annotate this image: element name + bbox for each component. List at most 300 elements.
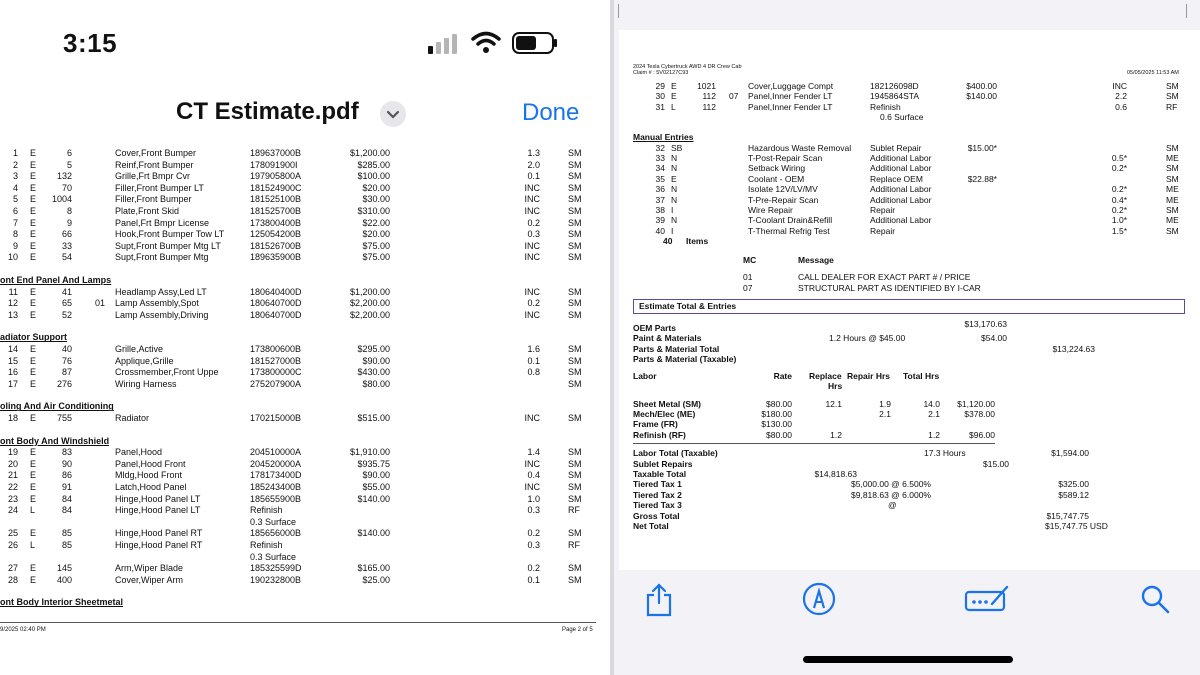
cell-n: 39 bbox=[655, 215, 665, 226]
pdf-page-left[interactable] bbox=[0, 145, 610, 675]
table-row bbox=[0, 540, 610, 551]
cell-t: E bbox=[30, 378, 37, 389]
cell-t: E bbox=[30, 182, 37, 193]
tax3-label: Tiered Tax 3 bbox=[633, 500, 682, 511]
cell-c: 276 bbox=[56, 378, 72, 389]
cell-t: E bbox=[671, 91, 677, 102]
cell-o: SM bbox=[568, 344, 582, 354]
cell-h: 2.0 bbox=[527, 159, 540, 170]
labor-amount: $96.00 bbox=[969, 429, 995, 440]
labor-name: Refinish (RF) bbox=[633, 429, 686, 440]
cell-pr: $100.00 bbox=[357, 171, 390, 182]
repair-hrs-header: Repair Hrs bbox=[847, 370, 890, 381]
cell-o: ME bbox=[1166, 153, 1179, 163]
cell-d: Hinge,Hood Panel LT bbox=[115, 505, 201, 516]
cell-c: 85 bbox=[61, 540, 72, 550]
cell-h: 0.2 bbox=[527, 217, 540, 228]
cell-n: 5 bbox=[12, 194, 18, 205]
cell-d: Grille,Frt Bmpr Cvr bbox=[115, 171, 190, 182]
cell-h: 0.3 bbox=[527, 540, 540, 550]
cell-d: Panel,Inner Fender LT bbox=[748, 101, 833, 112]
cell-c: 132 bbox=[56, 171, 72, 182]
table-row bbox=[0, 148, 610, 159]
table-row bbox=[0, 459, 610, 470]
cell-t: E bbox=[30, 206, 37, 216]
table-row bbox=[619, 174, 1200, 184]
document-title: CT Estimate.pdf bbox=[176, 98, 359, 125]
cell-o: SM bbox=[1166, 142, 1179, 153]
title-menu-button[interactable] bbox=[380, 101, 406, 127]
cell-c: 91 bbox=[61, 482, 72, 492]
markup-icon[interactable] bbox=[802, 582, 836, 616]
cell-p: 181526700B bbox=[250, 240, 302, 251]
cell-c: 755 bbox=[56, 413, 72, 423]
paint-hours: 1.2 Hours @ $45.00 bbox=[829, 333, 906, 344]
cell-c: 65 bbox=[61, 298, 72, 309]
cell-n: 1 bbox=[12, 148, 18, 158]
cell-h: 0.3 bbox=[527, 505, 540, 516]
table-row bbox=[0, 517, 610, 528]
table-row bbox=[0, 183, 610, 194]
cell-h: INC bbox=[524, 309, 540, 320]
cell-c: 9 bbox=[66, 217, 72, 228]
cell-c: 41 bbox=[61, 286, 72, 297]
cell-t: E bbox=[671, 81, 677, 91]
message-header: Message bbox=[798, 255, 834, 266]
pdf-page-right[interactable] bbox=[619, 30, 1200, 570]
cell-p: Refinish bbox=[870, 101, 901, 112]
cell-t: E bbox=[30, 528, 37, 539]
table-row bbox=[619, 91, 1200, 101]
cell-t: E bbox=[30, 413, 37, 423]
cell-c: 40 bbox=[61, 344, 72, 354]
cell-t: N bbox=[671, 153, 678, 163]
cell-pr: $22.00 bbox=[362, 217, 390, 228]
cell-p: 185243400B bbox=[250, 482, 302, 492]
cell-p: Refinish bbox=[250, 505, 283, 516]
cell-h: 1.6 bbox=[527, 344, 540, 354]
cell-d: Wiring Harness bbox=[115, 378, 177, 389]
cell-d: T-Coolant Drain&Refill bbox=[748, 215, 833, 226]
message-text: CALL DEALER FOR EXACT PART # / PRICE bbox=[798, 272, 971, 283]
cell-t: L bbox=[30, 540, 36, 550]
cell-h: 1.0 bbox=[527, 493, 540, 504]
cell-p: 181525700B bbox=[250, 206, 302, 216]
cell-pr: $1,200.00 bbox=[349, 286, 390, 297]
cell-n: 22 bbox=[7, 482, 18, 492]
cell-h: INC bbox=[524, 240, 540, 251]
gross-value: $15,747.75 bbox=[1046, 510, 1089, 521]
cell-pr: $400.00 bbox=[966, 81, 997, 91]
cell-o: SM bbox=[568, 182, 582, 193]
cell-o: SM bbox=[1166, 163, 1179, 174]
cell-o: RF bbox=[1166, 101, 1178, 112]
message-text: STRUCTURAL PART AS IDENTIFIED BY I-CAR bbox=[798, 282, 981, 293]
cell-pr: $285.00 bbox=[357, 159, 390, 170]
cell-d: Plate,Front Skid bbox=[115, 206, 180, 216]
cell-d: T-Post-Repair Scan bbox=[748, 153, 823, 163]
wifi-icon bbox=[471, 31, 501, 55]
cell-h: INC bbox=[1112, 81, 1127, 91]
signature-form-icon[interactable] bbox=[964, 584, 1010, 614]
table-row bbox=[619, 195, 1200, 205]
table-row bbox=[0, 344, 610, 355]
cell-d: Cover,Luggage Compt bbox=[748, 81, 834, 91]
cell-c: 83 bbox=[61, 447, 72, 458]
cell-t: N bbox=[671, 184, 678, 195]
tax3-base: @ bbox=[888, 500, 897, 511]
table-row bbox=[0, 552, 610, 563]
table-row bbox=[0, 494, 610, 505]
cell-o: SM bbox=[568, 309, 582, 320]
items-label: Items bbox=[686, 236, 709, 247]
cell-h: INC bbox=[524, 458, 540, 469]
cell-d: Hinge,Hood Panel LT bbox=[115, 493, 201, 504]
table-row bbox=[0, 379, 610, 390]
cell-h: INC bbox=[524, 413, 540, 423]
cell-o: RF bbox=[568, 540, 580, 550]
cell-d: T-Pre-Repair Scan bbox=[748, 194, 819, 205]
labor-name: Frame (FR) bbox=[633, 419, 678, 430]
cell-t: N bbox=[671, 194, 678, 205]
cell-o: SM bbox=[568, 482, 582, 492]
labor-total-hours: 17.3 Hours bbox=[924, 448, 966, 459]
cell-c: 66 bbox=[61, 229, 72, 240]
cell-d: Supt,Front Bumper Mtg bbox=[115, 252, 209, 263]
cell-h: INC bbox=[524, 206, 540, 216]
cell-p: Additional Labor bbox=[870, 194, 932, 205]
cell-p: 185655900B bbox=[250, 493, 302, 504]
cell-d: Isolate 12V/LV/MV bbox=[748, 184, 818, 195]
cell-t: E bbox=[30, 493, 37, 504]
table-row bbox=[0, 194, 610, 205]
cell-n: 28 bbox=[7, 574, 18, 585]
table-row bbox=[0, 413, 610, 424]
table-row bbox=[0, 563, 610, 574]
table-row bbox=[0, 218, 610, 229]
cell-o: SM bbox=[568, 355, 582, 366]
cell-h: 0.3 bbox=[527, 229, 540, 240]
cell-p: 180640700D bbox=[250, 298, 302, 309]
cell-c: 112 bbox=[702, 101, 716, 112]
cell-n: 21 bbox=[7, 470, 18, 481]
cell-n: 35 bbox=[655, 173, 665, 184]
cell-o: SM bbox=[568, 240, 582, 251]
cell-t: I bbox=[671, 225, 674, 236]
table-row bbox=[0, 367, 610, 378]
table-row bbox=[0, 206, 610, 217]
share-icon[interactable] bbox=[644, 583, 674, 617]
cell-d: Hazardous Waste Removal bbox=[748, 142, 852, 153]
table-row bbox=[0, 447, 610, 458]
cell-p: Repair bbox=[870, 205, 896, 215]
cell-d: Panel,Frt Bmpr License bbox=[115, 217, 210, 228]
cell-t: E bbox=[30, 367, 37, 378]
cell-t: E bbox=[30, 344, 37, 354]
table-row bbox=[0, 171, 610, 182]
right-screen bbox=[614, 0, 1200, 675]
rate-header: Rate bbox=[773, 370, 792, 381]
cell-n: 30 bbox=[655, 91, 665, 102]
table-row bbox=[0, 482, 610, 493]
cell-d: Cover,Wiper Arm bbox=[115, 574, 184, 585]
cell-c: 6 bbox=[66, 148, 72, 158]
cell-pr: $25.00 bbox=[362, 574, 390, 585]
cell-o: SM bbox=[568, 298, 582, 309]
vehicle-info: 2024 Tesla Cybertruck AWD 4 DR Crew Cab bbox=[633, 64, 742, 70]
cell-o: SM bbox=[568, 286, 582, 297]
cell-h: 1.3 bbox=[527, 148, 540, 158]
cell-d: Grille,Active bbox=[115, 344, 164, 354]
cell-p: Refinish bbox=[250, 540, 283, 550]
cell-p: 178173400D bbox=[250, 470, 302, 481]
cell-n: 18 bbox=[7, 413, 18, 423]
table-row bbox=[619, 153, 1200, 163]
cell-c: 145 bbox=[56, 563, 72, 574]
cell-x: 01 bbox=[95, 298, 106, 309]
cell-t: E bbox=[30, 470, 37, 481]
labor-repair: 1.9 bbox=[879, 398, 891, 409]
oem-parts-label: OEM Parts bbox=[633, 323, 676, 333]
labor-total: 1.2 bbox=[928, 429, 940, 440]
cell-p: Additional Labor bbox=[870, 184, 932, 195]
cell-t: E bbox=[30, 194, 37, 205]
cell-h: 0.4 bbox=[527, 470, 540, 481]
cell-n: 2 bbox=[12, 159, 18, 170]
cell-o: SM bbox=[1166, 173, 1179, 184]
cell-o: SM bbox=[1166, 205, 1179, 215]
table-row bbox=[619, 205, 1200, 215]
cell-h: 0.2 bbox=[527, 298, 540, 309]
cell-c: 84 bbox=[61, 505, 72, 516]
message-code: 01 bbox=[743, 272, 753, 283]
cell-p: Sublet Repair bbox=[870, 142, 922, 153]
scroll-indicator bbox=[618, 4, 619, 18]
cell-pr: $1,200.00 bbox=[349, 148, 390, 158]
cell-o: RF bbox=[568, 505, 580, 516]
search-icon[interactable] bbox=[1140, 584, 1170, 614]
cell-p: 197905800A bbox=[250, 171, 302, 182]
cell-pr: $30.00 bbox=[362, 194, 390, 205]
cell-p: 1945864STA bbox=[870, 91, 919, 102]
cell-d: T-Thermal Refrig Test bbox=[748, 225, 830, 236]
cell-t: N bbox=[671, 215, 678, 226]
cell-p: 170215000B bbox=[250, 413, 302, 423]
cell-c: 86 bbox=[61, 470, 72, 481]
cell-h: 0.6 bbox=[1115, 101, 1127, 112]
cell-n: 7 bbox=[12, 217, 18, 228]
cell-o: SM bbox=[568, 217, 582, 228]
cell-d: Radiator bbox=[115, 413, 150, 423]
cell-n: 4 bbox=[12, 182, 18, 193]
replace-header: Replace bbox=[809, 370, 842, 381]
cell-p: 180640400D bbox=[250, 286, 302, 297]
cell-pr: $2,200.00 bbox=[349, 309, 390, 320]
table-row bbox=[619, 81, 1200, 91]
cell-t: SB bbox=[671, 142, 683, 153]
paint-value: $54.00 bbox=[981, 333, 1007, 344]
cell-h: 2.2 bbox=[1115, 91, 1127, 102]
cell-d: Lamp Assembly,Driving bbox=[115, 309, 209, 320]
labor-amount: $1,120.00 bbox=[957, 398, 995, 409]
cell-n: 13 bbox=[7, 309, 18, 320]
cell-n: 38 bbox=[655, 205, 665, 215]
cell-d: Hinge,Hood Panel RT bbox=[115, 540, 203, 550]
cell-d: Reinf,Front Bumper bbox=[115, 159, 194, 170]
cell-c: 70 bbox=[61, 182, 72, 193]
cell-c: 85 bbox=[61, 528, 72, 539]
cell-p: Replace OEM bbox=[870, 173, 923, 184]
cell-o: SM bbox=[568, 574, 582, 585]
cell-t: E bbox=[30, 482, 37, 492]
cell-n: 26 bbox=[7, 540, 18, 550]
cell-pr: $55.00 bbox=[362, 482, 390, 492]
cell-n: 24 bbox=[7, 505, 18, 516]
table-row bbox=[0, 356, 610, 367]
cell-d: Mldg,Hood Front bbox=[115, 470, 183, 481]
cell-t: L bbox=[30, 505, 36, 516]
cell-p: 181525100B bbox=[250, 194, 302, 205]
table-row bbox=[619, 143, 1200, 153]
cell-n: 31 bbox=[655, 101, 665, 112]
battery-icon bbox=[512, 32, 558, 54]
section-title: adiator Support bbox=[0, 332, 67, 343]
oem-parts-value: $13,170.63 bbox=[964, 319, 1007, 329]
done-button[interactable]: Done bbox=[522, 99, 580, 126]
cell-o: SM bbox=[568, 252, 582, 263]
cell-o: SM bbox=[1166, 91, 1179, 102]
table-row bbox=[619, 184, 1200, 194]
tax1-base: $5,000.00 @ 6.500% bbox=[851, 479, 931, 490]
chevron-down-icon bbox=[380, 101, 406, 127]
cell-n: 16 bbox=[7, 367, 18, 378]
cell-h: 0.2* bbox=[1111, 184, 1127, 195]
cell-t: L bbox=[671, 101, 676, 112]
status-time: 3:15 bbox=[63, 28, 118, 58]
table-row bbox=[0, 298, 610, 309]
cell-t: E bbox=[671, 173, 677, 184]
cell-d: Wire Repair bbox=[748, 205, 793, 215]
cell-h: 0.2* bbox=[1111, 205, 1127, 215]
cell-d: Latch,Hood Panel bbox=[115, 482, 187, 492]
cell-h: INC bbox=[524, 182, 540, 193]
labor-header: Labor bbox=[633, 370, 657, 381]
cell-o: SM bbox=[568, 493, 582, 504]
section-title: ont End Panel And Lamps bbox=[0, 275, 112, 285]
cell-d: Panel,Hood bbox=[115, 447, 163, 458]
cell-h: INC bbox=[524, 482, 540, 492]
labor-total-value: $1,594.00 bbox=[1051, 448, 1089, 459]
labor-rate: $80.00 bbox=[766, 398, 792, 409]
cell-pr: $15.00* bbox=[967, 142, 997, 153]
cell-d: Setback Wiring bbox=[748, 163, 806, 174]
cell-t: E bbox=[30, 229, 37, 240]
cell-d: Panel,Hood Front bbox=[115, 458, 186, 469]
cell-t: I bbox=[671, 205, 674, 215]
cell-t: E bbox=[30, 171, 37, 182]
net-label: Net Total bbox=[633, 521, 669, 531]
cell-h: 0.4* bbox=[1111, 194, 1127, 205]
cell-pr: $20.00 bbox=[362, 182, 390, 193]
cell-h: 0.5* bbox=[1111, 153, 1127, 163]
cell-p: 182126098D bbox=[870, 81, 919, 91]
labor-rate: $180.00 bbox=[761, 409, 792, 419]
cell-o: SM bbox=[568, 378, 582, 389]
cell-n: 10 bbox=[7, 252, 18, 263]
cell-p: 0.3 Surface bbox=[250, 516, 297, 527]
paint-materials-label: Paint & Materials bbox=[633, 333, 702, 344]
surface-line: 0.6 Surface bbox=[880, 112, 924, 123]
cell-t: E bbox=[30, 563, 37, 574]
cell-n: 12 bbox=[7, 298, 18, 309]
cell-pr: $165.00 bbox=[357, 563, 390, 574]
table-row bbox=[0, 252, 610, 263]
tax2-value: $589.12 bbox=[1058, 489, 1089, 500]
cell-pr: $90.00 bbox=[362, 470, 390, 481]
table-row bbox=[619, 102, 1200, 112]
net-value: $15,747.75 USD bbox=[1045, 521, 1108, 531]
cell-n: 27 bbox=[7, 563, 18, 574]
cell-p: 185656000B bbox=[250, 528, 302, 539]
cell-d: Arm,Wiper Blade bbox=[115, 563, 184, 574]
cell-p: Additional Labor bbox=[870, 163, 932, 174]
cell-t: E bbox=[30, 217, 37, 228]
replace-hrs-header: Hrs bbox=[828, 380, 843, 391]
pm-total-label: Parts & Material Total bbox=[633, 343, 720, 354]
cell-d: Panel,Inner Fender LT bbox=[748, 91, 833, 102]
cell-pr: $2,200.00 bbox=[349, 298, 390, 309]
cell-o: SM bbox=[568, 528, 582, 539]
cell-pr: $140.00 bbox=[966, 91, 997, 102]
cell-c: 90 bbox=[61, 458, 72, 469]
cellular-signal-icon bbox=[428, 34, 462, 54]
cell-pr: $140.00 bbox=[357, 528, 390, 539]
cell-t: E bbox=[30, 240, 37, 251]
labor-total: 14.0 bbox=[923, 398, 940, 409]
cell-n: 25 bbox=[7, 528, 18, 539]
cell-h: 1.4 bbox=[527, 447, 540, 458]
cell-t: E bbox=[30, 458, 37, 469]
section-title: oling And Air Conditioning bbox=[0, 401, 114, 412]
cell-pr: $80.00 bbox=[362, 378, 390, 389]
cell-pr: $20.00 bbox=[362, 229, 390, 240]
cell-h: 0.1 bbox=[527, 355, 540, 366]
cell-o: SM bbox=[568, 458, 582, 469]
cell-n: 9 bbox=[12, 240, 18, 251]
gross-label: Gross Total bbox=[633, 510, 680, 521]
cell-pr: $1,910.00 bbox=[349, 447, 390, 458]
labor-repair: 2.1 bbox=[879, 409, 891, 419]
labor-replace: 12.1 bbox=[825, 398, 842, 409]
home-indicator[interactable] bbox=[803, 656, 1013, 663]
cell-n: 33 bbox=[655, 153, 665, 163]
page-footer-rule bbox=[0, 622, 596, 623]
cell-d: Crossmember,Front Uppe bbox=[115, 367, 219, 378]
cell-p: 181527000B bbox=[250, 355, 302, 366]
cell-d: Headlamp Assy,Led LT bbox=[115, 286, 207, 297]
cell-c: 76 bbox=[61, 355, 72, 366]
labor-total-label: Labor Total (Taxable) bbox=[633, 448, 718, 459]
section-title: ont Body And Windshield bbox=[0, 435, 110, 446]
cell-t: E bbox=[30, 309, 37, 320]
cell-t: E bbox=[30, 298, 37, 309]
cell-d: Applique,Grille bbox=[115, 355, 174, 366]
cell-t: E bbox=[30, 447, 37, 458]
cell-o: SM bbox=[568, 206, 582, 216]
cell-pr: $935.75 bbox=[357, 458, 390, 469]
cell-c: 84 bbox=[61, 493, 72, 504]
cell-pr: $22.88* bbox=[967, 173, 997, 184]
